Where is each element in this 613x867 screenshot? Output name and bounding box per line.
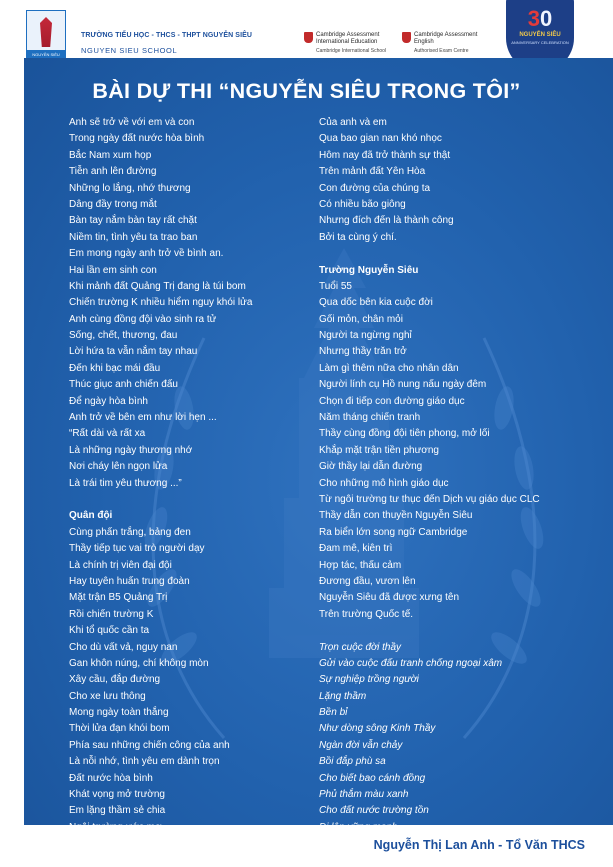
poem-line: Thúc giục anh chiến đấu: [69, 379, 178, 391]
poem-line: Của anh và em: [319, 117, 387, 128]
poem-line: Là trái tim yêu thương ...”: [69, 477, 182, 489]
section-heading: Quân đội: [69, 510, 113, 522]
poem-line: Phủ thắm màu xanh: [319, 789, 409, 801]
poem-line: Là chính trị viên đại đội: [69, 559, 172, 571]
poem-line: “Rất dài và rất xa: [69, 428, 146, 440]
poem-line: Anh cùng đồng đội vào sinh ra tử: [69, 313, 217, 325]
cambridge-shield-icon: [304, 32, 313, 43]
poem-line: Thầy cùng đồng đội tiên phong, mở lối: [319, 428, 490, 440]
poem-line: Như dòng sông Kinh Thầy: [319, 723, 436, 735]
poem-line: Qua dốc bên kia cuộc đời: [319, 297, 433, 309]
poem-line: Tuổi 55: [319, 280, 352, 292]
poem-line: Hôm nay đã trở thành sự thật: [319, 149, 451, 161]
poem-line: Tiễn anh lên đường: [69, 166, 157, 178]
badge-number-3: 3: [527, 6, 540, 31]
poem-line: Có nhiều bão giông: [319, 198, 406, 210]
poem-line: Thầy dẫn con thuyền Nguyễn Siêu: [319, 510, 473, 522]
poem-line: Cho đất nước trường tồn: [319, 805, 429, 817]
poem-line: Là những ngày thương nhớ: [69, 444, 193, 456]
poem-line: Nguyễn Siêu đã được xưng tên: [319, 592, 460, 604]
poem-line: Khi tổ quốc cần ta: [69, 625, 150, 637]
cambridge-2-line1: Cambridge Assessment: [414, 32, 478, 38]
poem-line: Chọn đi tiếp con đường giáo dục: [319, 395, 465, 407]
poem-line: Cho những mô hình giáo dục: [319, 477, 449, 489]
stanza-gap: [319, 246, 609, 262]
cambridge-shield-icon: [402, 32, 411, 43]
poem-line: Là nỗi nhớ, tình yêu em dành trọn: [69, 756, 220, 768]
poem-line: Ra biển lớn song ngữ Cambridge: [319, 526, 468, 538]
tower-icon: [40, 17, 52, 47]
poem-line: Khát vọng mở trường: [69, 789, 165, 801]
poem-line: Xây cầu, đắp đường: [69, 674, 161, 686]
poem-line: Khắp mặt trận tiền phương: [319, 444, 439, 456]
poem-line: Lời hứa ta vẫn nắm tay nhau: [69, 346, 198, 358]
poem-line: Phía sau những chiến công của anh: [69, 739, 230, 751]
poem-line: Đến khi bạc mái đầu: [69, 362, 161, 374]
stanza-gap: [69, 492, 309, 508]
poem-line: Niềm tin, tình yêu ta trao ban: [69, 231, 198, 243]
stanza-gap: [319, 623, 609, 639]
badge-number-0: 0: [540, 6, 553, 31]
poem-line: Từ ngôi trường tư thục đến Dịch vụ giáo dục CLC: [319, 493, 540, 505]
poem-line: Trên mảnh đất Yên Hòa: [319, 166, 426, 178]
author-credit: Nguyễn Thị Lan Anh - Tổ Văn THCS: [373, 838, 585, 852]
poem-line: Làm gì thêm nữa cho nhân dân: [319, 362, 459, 374]
poem-line: Khi mảnh đất Quảng Trị đang là túi bom: [69, 280, 246, 292]
cambridge-international-logo: [316, 32, 386, 55]
poem-line: Cho xe lưu thông: [69, 690, 146, 702]
poem-line: Thầy tiếp tục vai trò người dạy: [69, 543, 205, 555]
section-heading: Trường Nguyễn Siêu: [319, 264, 419, 276]
poem-line: Chiến trường K nhiều hiểm nguy khói lửa: [69, 297, 253, 309]
poem-line: Trên trường Quốc tế.: [319, 608, 414, 620]
poem-line: Bởi ta cùng ý chí.: [319, 231, 397, 243]
poem-line: Bắc Nam xum họp: [69, 149, 152, 161]
poem-line: Sống, chết, thương, đau: [69, 330, 178, 342]
cambridge-1-line1: Cambridge Assessment: [316, 32, 380, 38]
poem-line: Hợp tác, thấu cảm: [319, 559, 402, 571]
poem-line: Gan khôn núng, chí không mòn: [69, 657, 209, 669]
school-logo: [26, 10, 66, 60]
poem-line: Mặt trận B5 Quảng Trị: [69, 592, 168, 604]
poem-line: Mong ngày toàn thắng: [69, 707, 169, 719]
poem-line: Anh sẽ trở về với em và con: [69, 117, 195, 128]
cambridge-1-line3: Cambridge International School: [316, 48, 387, 54]
badge-subtitle: ANNIVERSARY CELEBRATION: [511, 40, 569, 45]
poem-line: Hay tuyên huấn trung đoàn: [69, 575, 190, 587]
poem-line: Cùng phấn trắng, bảng đen: [69, 526, 191, 538]
poem-line: Em lặng thầm sẻ chia: [69, 805, 166, 817]
poem-line: Nhưng đích đến là thành công: [319, 215, 454, 227]
school-subtitle: NGUYEN SIEU SCHOOL: [81, 46, 178, 55]
logo-caption: NGUYỄN SIÊU: [27, 50, 65, 59]
poem-line: Năm tháng chiến tranh: [319, 412, 421, 424]
poem-line: Gửi vào cuộc đấu tranh chống ngoại xâm: [319, 657, 503, 669]
cambridge-2-line3: Authorised Exam Centre: [414, 48, 469, 54]
poem-line: Sự nghiệp trồng người: [319, 674, 419, 686]
poem-line: Cho biết bao cánh đồng: [319, 772, 426, 784]
poem-line: Bàn tay nắm bàn tay rất chặt: [69, 215, 197, 227]
school-name: TRƯỜNG TIỂU HỌC - THCS - THPT NGUYỄN SIÊU: [81, 32, 253, 39]
poem-line: Ngàn đời vẫn chảy: [319, 739, 403, 751]
poem-line: Cho dù vất vả, nguy nan: [69, 641, 178, 653]
poem-line: Trọn cuộc đời thầy: [319, 641, 402, 653]
badge-title: NGUYỄN SIÊU: [519, 32, 561, 38]
poem-line: Nơi cháy lên ngọn lửa: [69, 461, 168, 473]
poem-line: Thời lửa đạn khói bom: [69, 723, 170, 735]
header: [0, 0, 613, 58]
poem-line: Đất nước hòa bình: [69, 772, 153, 784]
poem-line: Đương đầu, vươn lên: [319, 575, 416, 587]
poem-line: Để ngày hòa bình: [69, 395, 148, 407]
poem-line: Người ta ngừng nghỉ: [319, 330, 412, 342]
poem-line: Gối mỏn, chân mỏi: [319, 313, 403, 325]
poem-line: Trong ngày đất nước hòa bình: [69, 133, 205, 145]
poem-line: Hai lần em sinh con: [69, 264, 157, 276]
poem-line: Những lo lắng, nhớ thương: [69, 182, 191, 194]
poem-line: Dâng đầy trong mắt: [69, 198, 157, 210]
poem-line: Qua bao gian nan khó nhọc: [319, 133, 442, 145]
poem-title: BÀI DỰ THI “NGUYỄN SIÊU TRONG TÔI”: [92, 79, 521, 103]
poem-line: Em mong ngày anh trở về bình an.: [69, 248, 224, 260]
poem-line: Bền bỉ: [319, 707, 348, 719]
poem-line: Nhưng thầy trăn trở: [319, 346, 407, 358]
poem-column-right: [319, 115, 609, 836]
cambridge-2-line2: English: [414, 39, 434, 45]
poem-line: Giờ thầy lại dẫn đường: [319, 461, 423, 473]
poem-line: Đam mê, kiên trì: [319, 543, 393, 555]
poem-column-left: [69, 115, 309, 836]
poem-line: Con đường của chúng ta: [319, 182, 431, 194]
poem-line: Rồi chiến trường K: [69, 608, 154, 620]
poem-line: Lặng thầm: [319, 690, 367, 702]
poem-line: Bồi đắp phù sa: [319, 756, 386, 768]
poem-line: Người lính cụ Hồ nung nấu ngày đêm: [319, 379, 487, 391]
cambridge-english-logo: [414, 32, 477, 55]
poem-line: Anh trở về bên em như lời hẹn ...: [69, 412, 217, 424]
cambridge-1-line2: International Education: [316, 39, 378, 45]
